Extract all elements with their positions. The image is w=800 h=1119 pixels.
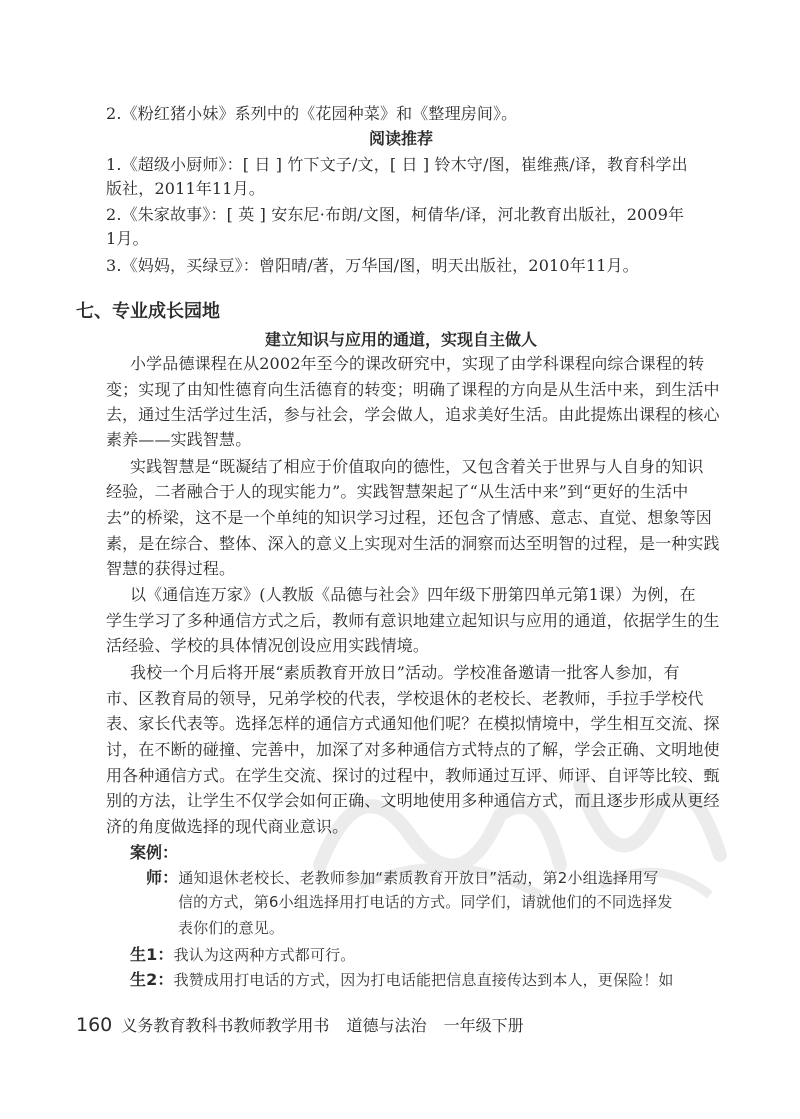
dialogue-teacher-line-1 xyxy=(146,867,706,889)
dialogue-student-2 xyxy=(130,969,700,991)
page-number: 160 xyxy=(76,1014,113,1036)
dialogue-student-1 xyxy=(130,944,700,966)
section-subtitle: 建立知识与应用的通道，实现自主做人 xyxy=(264,330,537,349)
paragraph-4-line-5: 用各种通信方式。在学生交流、探讨的过程中，教师通过互评、师评、自评等比较、甄 xyxy=(106,766,720,785)
reading-item-1-line-2: 版社，2011年11月。 xyxy=(106,179,265,198)
paragraph-1-line-2: 变；实现了由知性德育向生活德育的转变；明确了课程的方向是从生活中来，到生活中 xyxy=(106,380,720,399)
paragraph-4-line-1: 我校一个月后将开展“素质教育开放日”活动。学校准备邀请一批客人参加，有 xyxy=(130,663,680,682)
reading-title: 阅读推荐 xyxy=(368,129,433,148)
paragraph-4-line-6: 别的方法，让学生不仅学会如何正确、文明地使用多种通信方式，而且逐步形成从更经 xyxy=(106,791,720,810)
paragraph-4-line-4: 讨，在不断的碰撞、完善中，加深了对多种通信方式特点的了解，学会正确、文明地使 xyxy=(106,740,720,759)
speaker-student-1: 生1： xyxy=(130,945,174,964)
speaker-teacher: 师： xyxy=(146,868,179,887)
paragraph-4-line-7: 济的角度做选择的现代商业意识。 xyxy=(106,817,349,836)
paragraph-2-line-4: 素，是在综合、整体、深入的意义上实现对生活的洞察而达至明智的过程，是一种实践 xyxy=(106,534,720,553)
paragraph-1-line-1: 小学品德课程在从2002年至今的课改研究中，实现了由学科课程向综合课程的转 xyxy=(130,354,705,373)
paragraph-4-line-3: 表、家长代表等。选择怎样的通信方式通知他们呢？在模拟情境中，学生相互交流、探 xyxy=(106,714,720,733)
reading-item-2-line-2: 1月。 xyxy=(106,229,149,248)
student-1-text: 我认为这两种方式都可行。 xyxy=(173,946,356,964)
paragraph-1-line-4: 素养——实践智慧。 xyxy=(106,430,252,449)
student-2-text: 我赞成用打电话的方式，因为打电话能把信息直接传达到本人，更保险！如 xyxy=(173,971,674,989)
speaker-student-2: 生2： xyxy=(130,970,174,989)
reading-item-1-line-1: 1.《超级小厨师》：[ 日 ] 竹下文子/文，[ 日 ] 铃木守/图，崔维燕/译，教育科学出 xyxy=(106,155,688,174)
dialogue-teacher-line-2: 信的方式，第6小组选择用打电话的方式。同学们，请就他们的不同选择发 xyxy=(178,893,673,911)
book-title: 义务教育教科书教师教学用书 xyxy=(121,1016,330,1035)
paragraph-2-line-1: 实践智慧是“既凝结了相应于价值取向的德性，又包含着关于世界与人自身的知识 xyxy=(130,457,704,476)
subject: 道德与法治 xyxy=(346,1016,427,1035)
reading-item-3: 3.《妈妈，买绿豆》：曾阳晴/著，万华国/图，明天出版社，2010年11月。 xyxy=(106,256,639,275)
top-item-2: 2.《粉红猪小妹》系列中的《花园种菜》和《整理房间》。 xyxy=(106,104,518,123)
grade: 一年级下册 xyxy=(443,1016,524,1035)
paragraph-3-line-2: 学生学习了多种通信方式之后，教师有意识地建立起知识与应用的通道，依据学生的生 xyxy=(106,611,720,630)
section-title: 七、专业成长园地 xyxy=(76,301,220,322)
case-label: 案例： xyxy=(130,843,179,862)
paragraph-4-line-2: 市、区教育局的领导，兄弟学校的代表，学校退休的老校长、老教师，手拉手学校代 xyxy=(106,689,704,708)
paragraph-3-line-3: 活经验、学校的具体情况创设应用实践情境。 xyxy=(106,636,430,655)
page-footer xyxy=(76,1015,524,1036)
paragraph-2-line-2: 经验，二者融合于人的现实能力”。实践智慧架起了“从生活中来”到“更好的生活中 xyxy=(106,482,689,501)
paragraph-2-line-3: 去”的桥梁，这不是一个单纯的知识学习过程，还包含了情感、意志、直觉、想象等因 xyxy=(106,508,712,527)
paragraph-3-line-1: 以《通信连万家》(人教版《品德与社会》四年级下册第四单元第1课）为例，在 xyxy=(130,585,696,604)
dialogue-teacher-line-3: 表你们的意见。 xyxy=(178,919,285,937)
reading-item-2-line-1: 2.《朱家故事》：[ 英 ] 安东尼·布朗/文图，柯倩华/译，河北教育出版社，2009年 xyxy=(106,205,685,224)
paragraph-2-line-5: 智慧的获得过程。 xyxy=(106,559,236,578)
paragraph-1-line-3: 去，通过生活学过生活，参与社会，学会做人，追求美好生活。由此提炼出课程的核心 xyxy=(106,405,720,424)
teacher-text-line-1: 通知退休老校长、老教师参加“素质教育开放日”活动，第2小组选择用写 xyxy=(178,869,659,887)
